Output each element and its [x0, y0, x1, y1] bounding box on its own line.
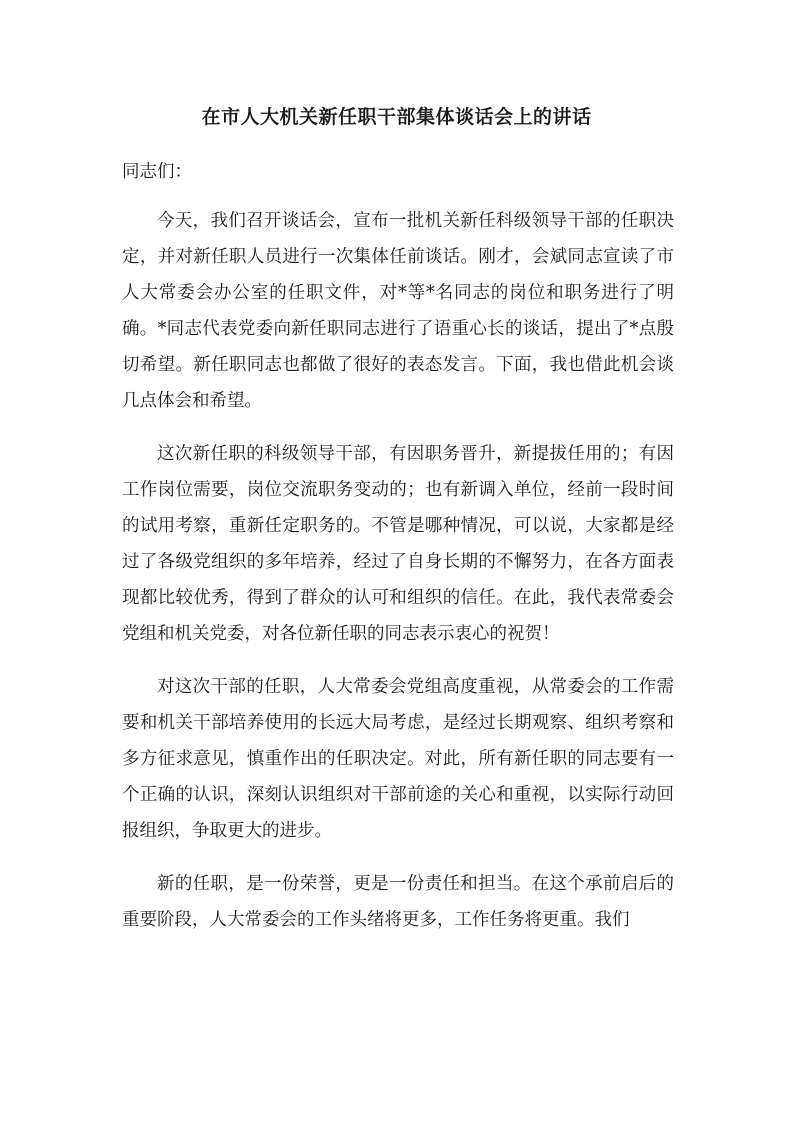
- document-body: [122, 203, 674, 955]
- paragraph-3: 对这次干部的任职，人大常委会党组高度重视，从常委会的工作需要和机关干部培养使用的长远大局考虑，是经过长期观察、组织考察和多方征求意见，慎重作出的任职决定。对此，所有新任职的同志要有一个正确的认识，深刻认识组织对干部前途的关心和重视，以实际行动回报组织，争取更大的进步。: [122, 677, 674, 841]
- paragraph-4: 新的任职，是一份荣誉，更是一份责任和担当。在这个承前启后的重要阶段，人大常委会的工作头绪将更多，工作任务将更重。我们: [122, 874, 674, 930]
- paragraph-2: 这次新任职的科级领导干部，有因职务晋升，新提拔任用的；有因工作岗位需要，岗位交流职务变动的；也有新调入单位，经前一段时间的试用考察，重新任定职务的。不管是哪种情况，可以说，大家都是经过了各级党组织的多年培养，经过了自身长期的不懈努力，在各方面表现都比较优秀，得到了群众的认可和组织的信任。在此，我代表常委会党组和机关党委，对各位新任职的同志表示衷心的祝贺！: [122, 444, 674, 644]
- document-title: 在市人大机关新任职干部集体谈话会上的讲话: [201, 106, 592, 128]
- salutation: 同志们：: [122, 162, 192, 182]
- paragraph-1: 今天，我们召开谈话会，宣布一批机关新任科级领导干部的任职决定，并对新任职人员进行一次集体任前谈话。刚才，会斌同志宣读了市人大常委会办公室的任职文件，对*等*名同志的岗位和职务进行了明确。*同志代表党委向新任职同志进行了语重心长的谈话，提出了*点殷切希望。新任职同志也都做了很好的表态发言。下面，我也借此机会谈几点体会和希望。: [122, 211, 674, 411]
